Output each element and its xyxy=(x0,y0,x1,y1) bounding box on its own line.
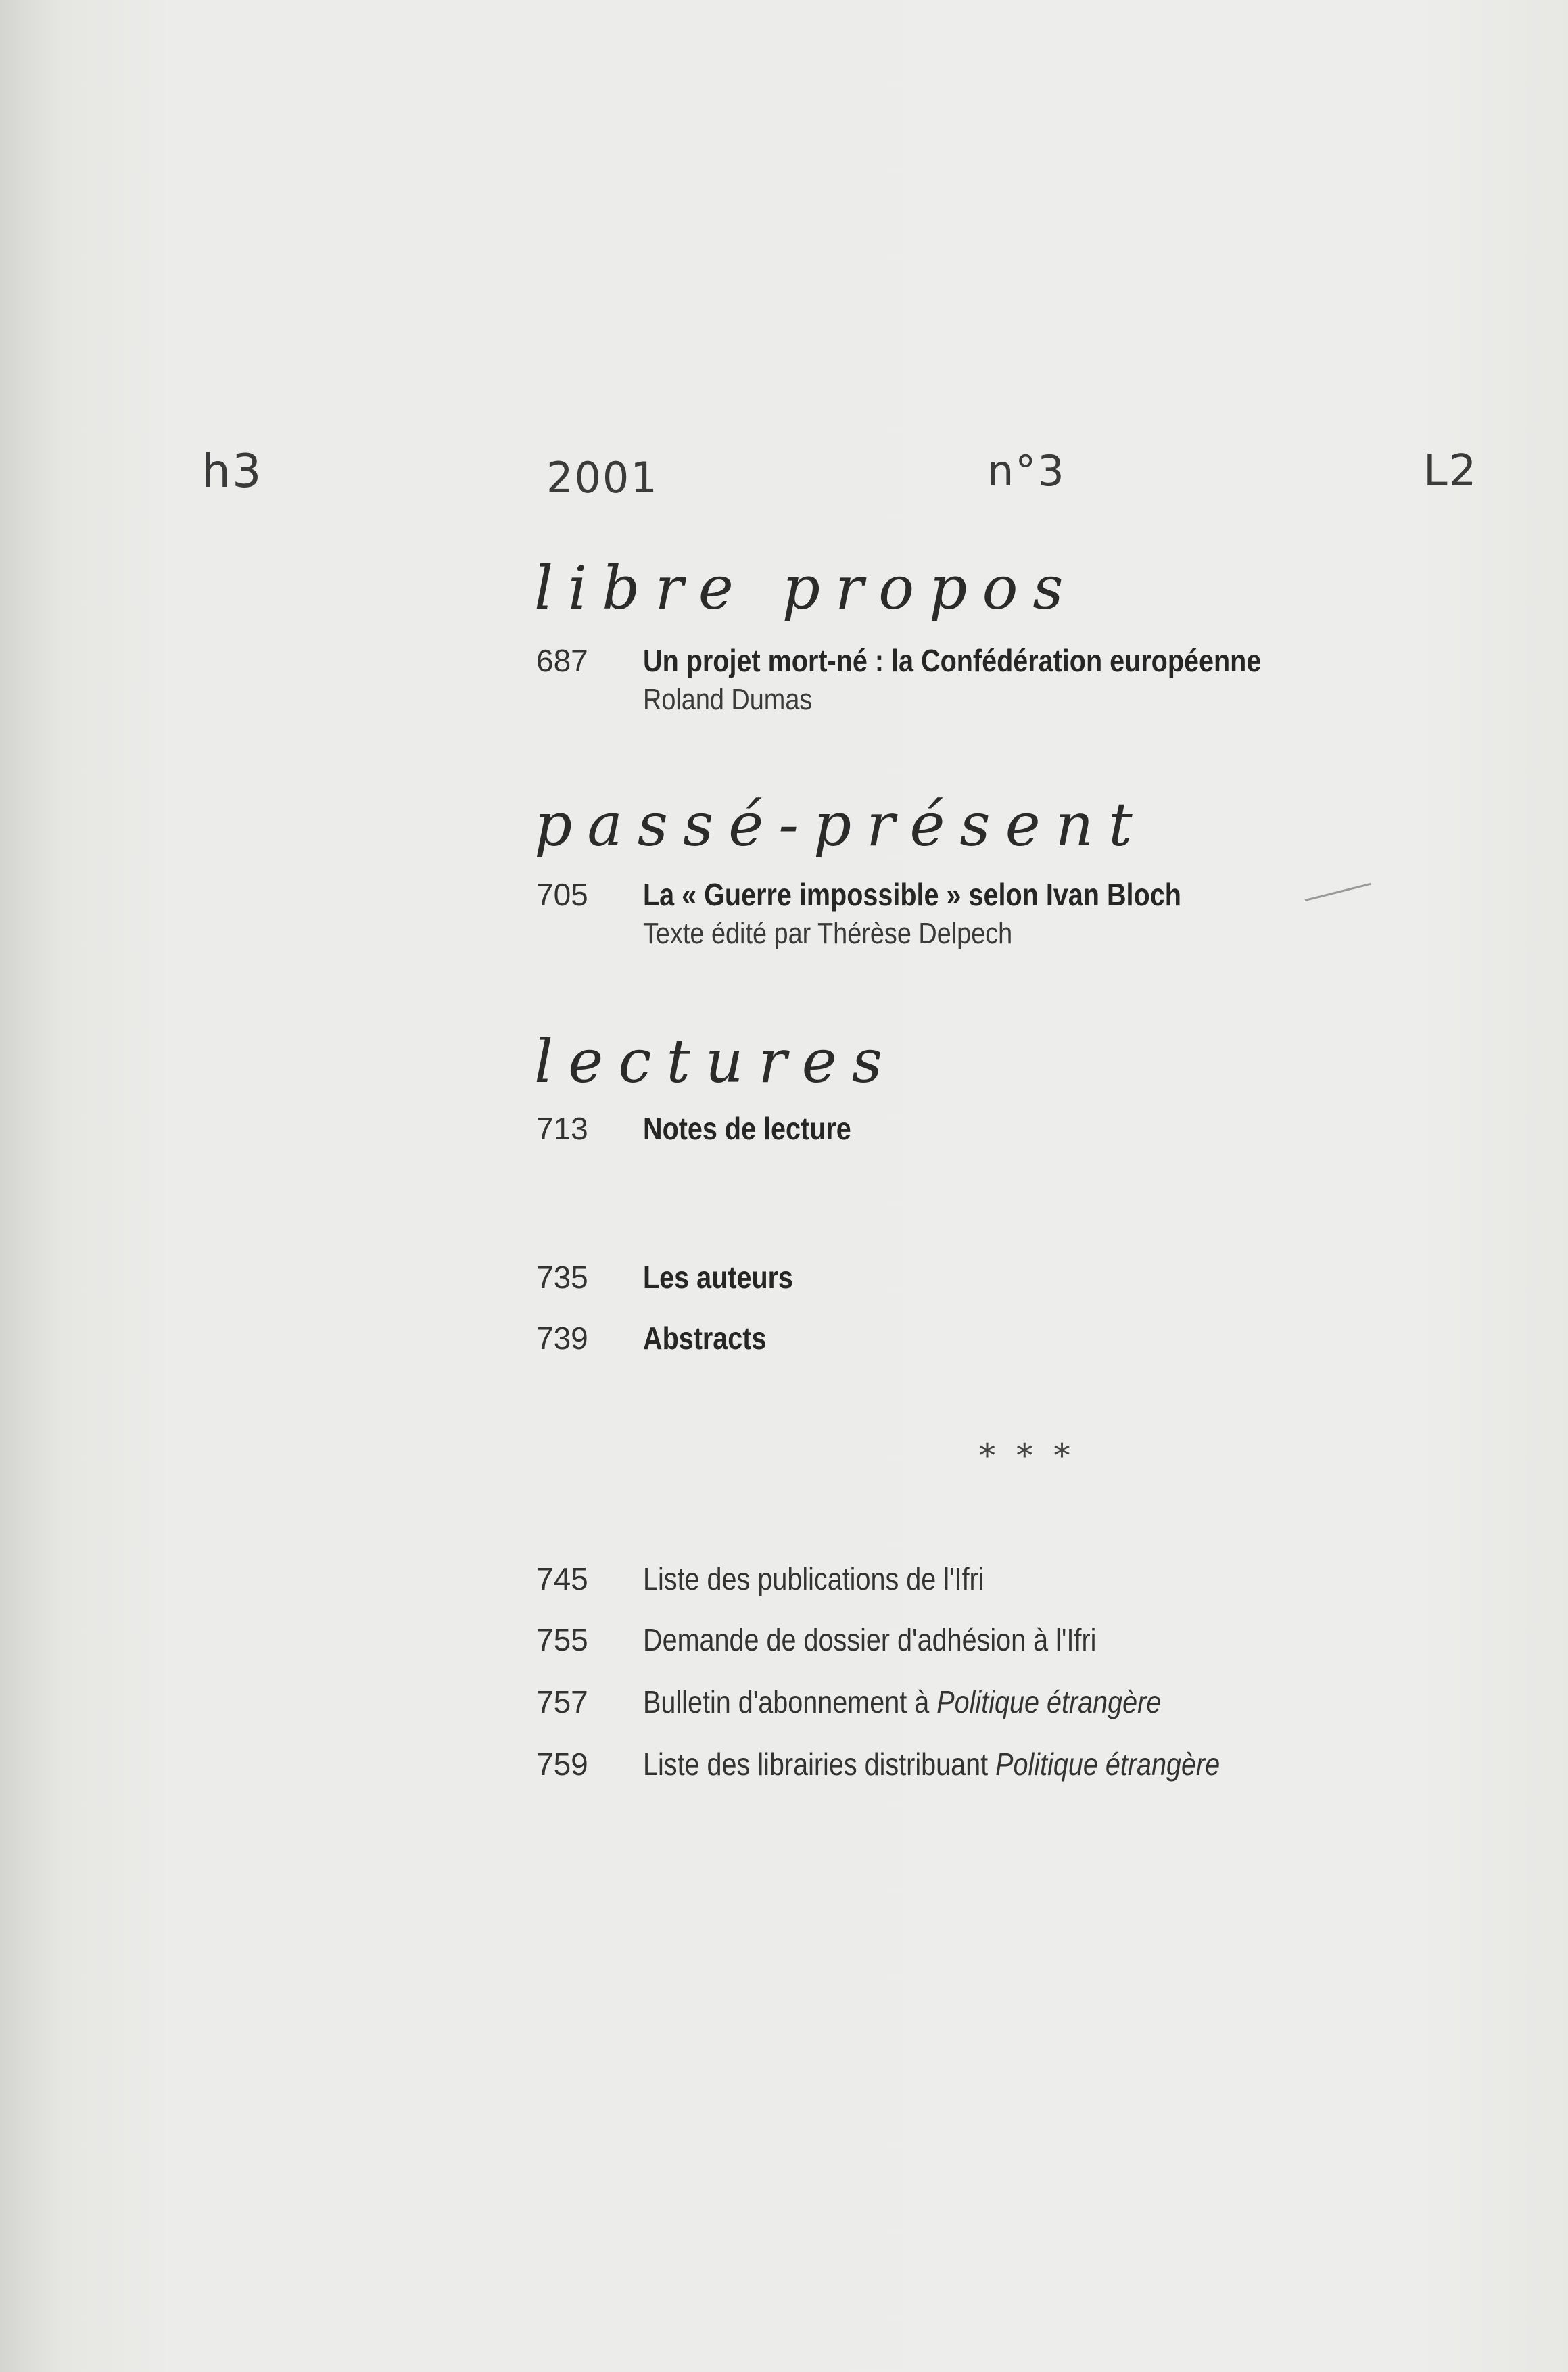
journal-name: Politique étrangère xyxy=(995,1747,1220,1782)
handwritten-mark-h3: h3 xyxy=(201,445,263,498)
entry-title xyxy=(643,1746,1220,1782)
page-number: 687 xyxy=(536,643,588,678)
section-title-passe-present: passé-présent xyxy=(534,790,1147,859)
entry-title: Abstracts xyxy=(643,1321,767,1356)
page-number: 757 xyxy=(536,1684,588,1719)
journal-name: Politique étrangère xyxy=(936,1684,1162,1719)
separator-stars: * * * xyxy=(979,1437,1076,1475)
page-number: 739 xyxy=(536,1321,588,1356)
entry-title: Un projet mort-né : la Confédération européenne xyxy=(643,643,1262,678)
entry-title: La « Guerre impossible » selon Ivan Bloch xyxy=(643,877,1181,912)
entry-title xyxy=(643,1684,1161,1720)
entry-author: Texte édité par Thérèse Delpech xyxy=(643,917,1013,950)
section-title-lectures: lectures xyxy=(534,1026,897,1096)
page-number: 759 xyxy=(536,1747,588,1782)
entry-title-prefix: Liste des librairies distribuant xyxy=(643,1747,996,1782)
entry-title: Les auteurs xyxy=(643,1260,794,1295)
handwritten-mark-l2: L2 xyxy=(1423,446,1478,496)
page-number: 713 xyxy=(536,1111,588,1146)
section-title-libre-propos: libre propos xyxy=(534,553,1078,623)
entry-title-prefix: Bulletin d'abonnement à xyxy=(643,1684,937,1719)
entry-title: Liste des publications de l'Ifri xyxy=(643,1561,984,1596)
entry-title: Notes de lecture xyxy=(643,1111,851,1146)
page-number: 745 xyxy=(536,1561,588,1596)
page-number: 735 xyxy=(536,1260,588,1295)
handwritten-mark-year: 2001 xyxy=(546,453,659,502)
page-number: 705 xyxy=(536,877,588,912)
page-number: 755 xyxy=(536,1622,588,1657)
entry-author: Roland Dumas xyxy=(643,683,813,716)
handwritten-mark-number: n°3 xyxy=(987,446,1066,496)
entry-title: Demande de dossier d'adhésion à l'Ifri xyxy=(643,1622,1097,1657)
